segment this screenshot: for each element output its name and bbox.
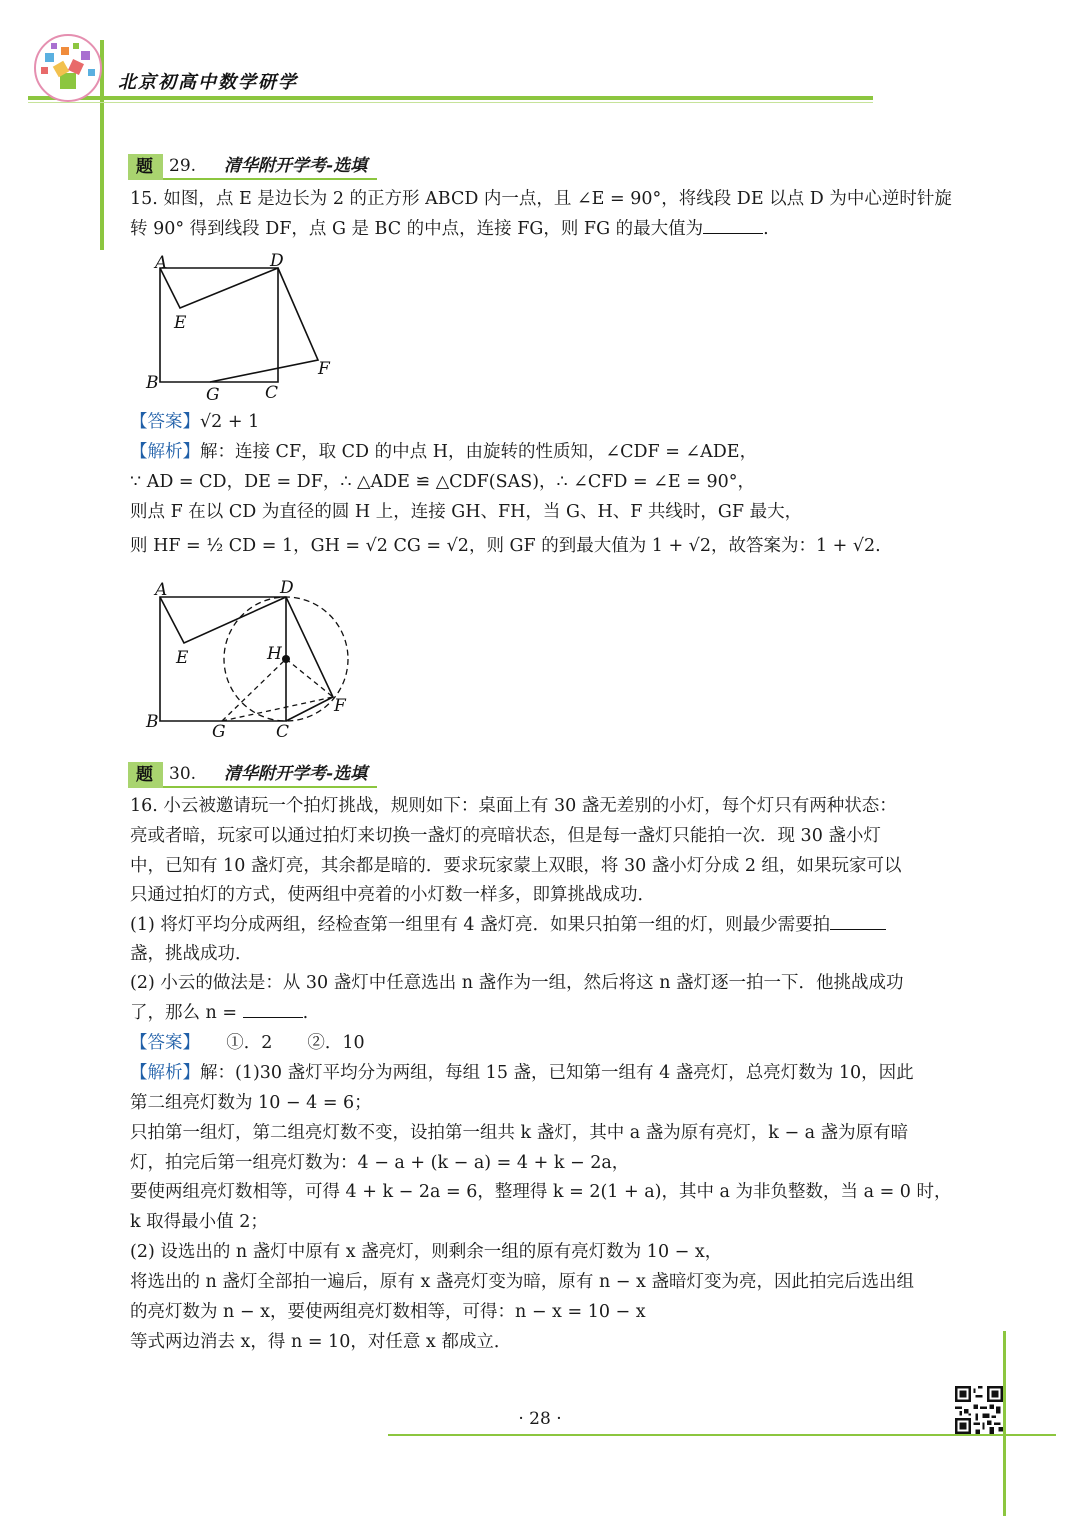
problem-badge: 题 (128, 762, 163, 788)
problem-tag-30 (128, 762, 377, 788)
question-line (130, 911, 960, 941)
segment-ae-de (160, 268, 278, 308)
geometry-figure-1 (140, 248, 350, 408)
analysis-line: 则 HF = ½ CD = 1，GH = √2 CG = √2，则 GF 的到最大值为 1 + √2，故答案为：1 + √2. (130, 536, 881, 556)
label-b: B (146, 373, 159, 393)
answer-label: 【答案】 (130, 1033, 192, 1053)
question-text: 转 90° 得到线段 DF，点 G 是 BC 的中点，连接 FG，则 FG 的最大值为 (130, 219, 704, 239)
answer-blank (830, 913, 886, 930)
label-h: H (267, 644, 282, 664)
answer-value: √2 + 1 (200, 412, 260, 432)
analysis-line: 只拍第一组灯，第二组亮灯数不变，设拍第一组共 k 盏灯，其中 a 盏为原有亮灯，k − a 盏为原有暗 (130, 1123, 909, 1143)
header-horizontal-rule-thin (28, 102, 873, 103)
analysis-line: 则点 F 在以 CD 为直径的圆 H 上，连接 GH、FH，当 G、H、F 共线时，GF 最大， (130, 502, 803, 522)
label-a: A (155, 253, 168, 273)
analysis-text: 解：连接 CF，取 CD 的中点 H，由旋转的性质知，∠CDF = ∠ADE， (200, 442, 758, 462)
analysis-label: 【解析】 (130, 1063, 200, 1083)
analysis-line: 第二组亮灯数为 10 − 4 = 6； (130, 1093, 372, 1113)
analysis-line: 将选出的 n 盏灯全部拍一遍后，原有 x 盏亮灯变为暗，原有 n − x 盏暗灯变为亮，因此拍完后选出组 (130, 1272, 914, 1292)
analysis-line (130, 1059, 960, 1089)
label-e: E (174, 313, 187, 333)
label-f: F (318, 359, 330, 379)
segment-ae-de (160, 597, 286, 643)
footer-horizontal-rule (388, 1434, 1056, 1436)
question-text: (1) 将灯平均分成两组，经检查第一组里有 4 盏灯亮．如果只拍第一组的灯，则最少需要拍 (130, 915, 831, 935)
page-number: · 28 · (518, 1409, 562, 1429)
analysis-line: 的亮灯数为 n − x，要使两组亮灯数相等，可得：n − x = 10 − x (130, 1302, 646, 1322)
point-h (282, 655, 290, 663)
segment-hf (286, 659, 333, 697)
answer-value: ①．2 ②．10 (226, 1033, 365, 1053)
question-line: 盏，挑战成功． (130, 944, 253, 964)
answer-line (130, 408, 960, 438)
tree-logo-icon (33, 33, 103, 103)
analysis-line (130, 438, 960, 468)
analysis-line: 等式两边消去 x，得 n = 10，对任意 x 都成立． (130, 1332, 512, 1352)
analysis-line: (2) 设选出的 n 盏灯中原有 x 盏亮灯，则剩余一组的原有亮灯数为 10 − x， (130, 1242, 723, 1262)
analysis-line: ∵ AD = CD，DE = DF，∴ △ADE ≌ △CDF(SAS)，∴ ∠CFD = ∠E = 90°， (130, 472, 755, 492)
label-c: C (265, 383, 279, 403)
geometry-figure-2 (140, 575, 370, 745)
question-line: 16. 小云被邀请玩一个拍灯挑战，规则如下：桌面上有 30 盏无差别的小灯，每个灯只有两种状态： (130, 796, 897, 816)
question-text: 了，那么 n = (130, 1003, 238, 1023)
segment-df-fc (286, 597, 333, 721)
problem-badge: 题 (128, 154, 163, 180)
segment-gf (222, 697, 333, 721)
question-line: (2) 小云的做法是：从 30 盏灯中任意选出 n 盏作为一组，然后将这 n 盏灯逐一拍一下．他挑战成功 (130, 973, 904, 993)
answer-label: 【答案】 (130, 412, 200, 432)
answer-blank (243, 1001, 303, 1018)
question-line: 亮或者暗，玩家可以通过拍灯来切换一盏灯的亮暗状态，但是每一盏灯只能拍一次．现 30 盏小灯 (130, 826, 881, 846)
header-horizontal-rule (28, 96, 873, 100)
label-a: A (155, 580, 168, 600)
question-line: 只通过拍灯的方式，使两组中亮着的小灯数一样多，即算挑战成功． (130, 885, 655, 905)
label-g: G (212, 722, 226, 742)
question-line: 中，已知有 10 盏灯亮，其余都是暗的．要求玩家蒙上双眼，将 30 盏小灯分成 2 组，如果玩家可以 (130, 856, 902, 876)
analysis-label: 【解析】 (130, 442, 200, 462)
qr-code-icon (955, 1386, 1003, 1434)
answer-line (130, 1029, 960, 1059)
question-line: 了，那么 n = . (130, 1003, 309, 1023)
label-f: F (334, 696, 346, 716)
analysis-line: k 取得最小值 2； (130, 1212, 268, 1232)
problem-tag-29 (128, 154, 377, 180)
problem-number: 29. (163, 154, 204, 180)
label-d: D (270, 251, 284, 271)
question-tail: . (763, 219, 769, 239)
problem-source: 清华附开学考-选填 (204, 154, 377, 180)
label-e: E (176, 648, 189, 668)
problem-number: 30. (163, 762, 204, 788)
analysis-text: 解：(1)30 盏灯平均分为两组，每组 15 盏，已知第一组有 4 盏亮灯，总亮灯数为 10，因此 (200, 1063, 914, 1083)
label-b: B (146, 712, 159, 732)
segment-df-fg (210, 268, 318, 382)
label-g: G (206, 385, 220, 405)
label-c: C (276, 722, 290, 742)
analysis-line: 要使两组亮灯数相等，可得 4 + k − 2a = 6，整理得 k = 2(1 + a)，其中 a 为非负整数，当 a = 0 时， (130, 1182, 952, 1202)
analysis-line: 灯，拍完后第一组亮灯数为：4 − a + (k − a) = 4 + k − 2a， (130, 1153, 630, 1173)
label-d: D (280, 578, 294, 598)
problem-source: 清华附开学考-选填 (204, 762, 377, 788)
brand-title: 北京初高中数学研学 (118, 72, 298, 93)
question-line: 15. 如图，点 E 是边长为 2 的正方形 ABCD 内一点，且 ∠E = 90°，将线段 DE 以点 D 为中心逆时针旋 (130, 189, 952, 209)
answer-blank (703, 217, 763, 234)
question-line (130, 215, 960, 245)
